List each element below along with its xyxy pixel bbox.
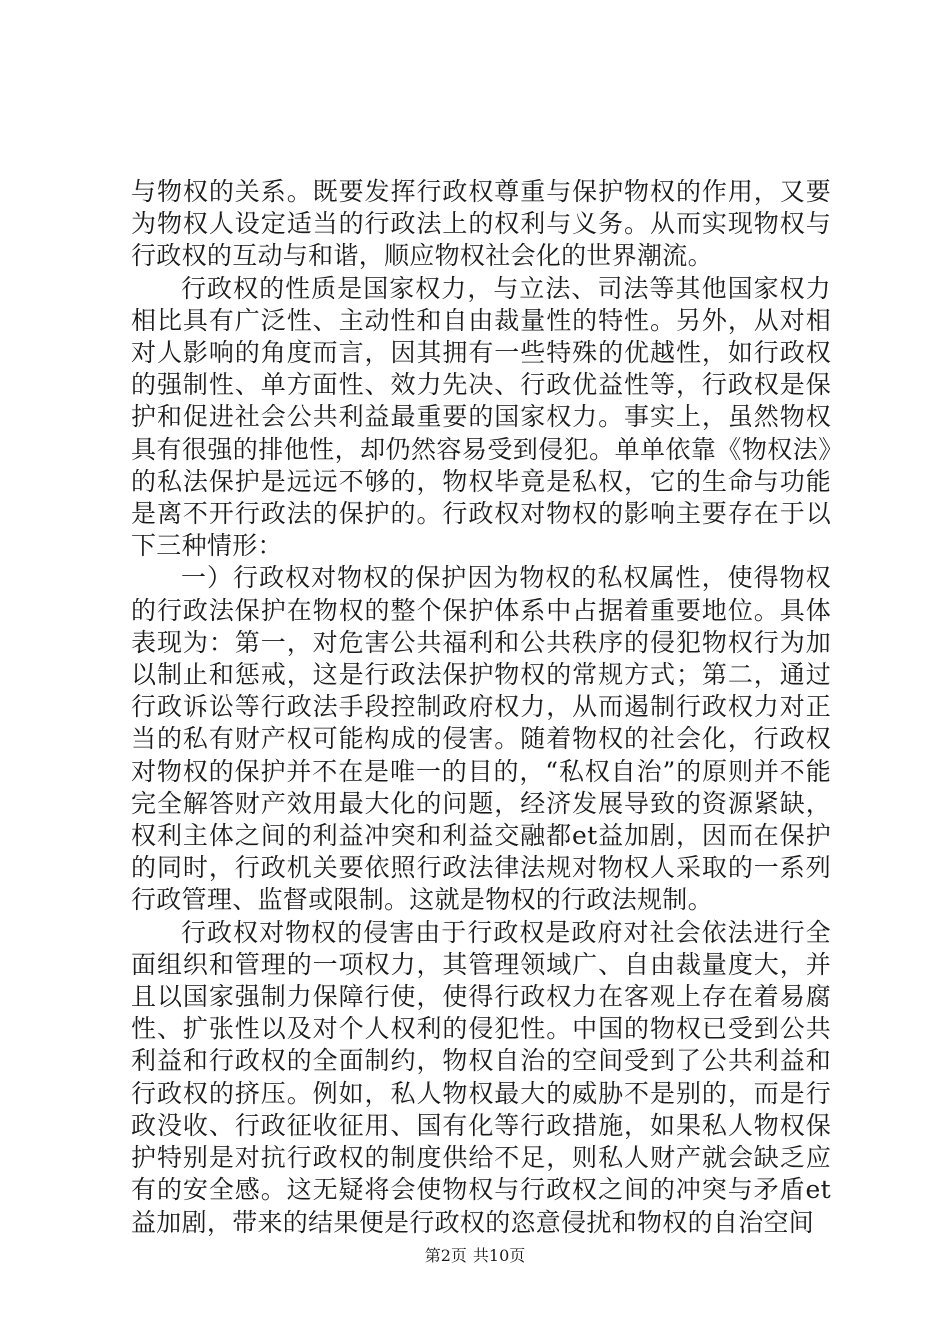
paragraph-3: 一）行政权对物权的保护因为物权的私权属性，使得物权的行政法保护在物权的整个保护体系中占据着重要地位。具体表现为：第一，对危害公共福利和公共秩序的侵犯物权行为加以制止和惩戒，这是行政法保护物权的常规方式；第二，通过行政诉讼等行政法手段控制政府权力，从而遏制行政权力对正当的私有财产权可能构成的侵害。随着物权的社会化，行政权对物权的保护并不在是唯一的目的，“私权自治”的原则并不能完全解答财产效用最大化的问题，经济发展导致的资源紧缺，权利主体之间的利益冲突和利益交融都et益加剧，因而在保护的同时，行政机关要依照行政法律法规对物权人采取的一系列行政管理、监督或限制。这就是物权的行政法规制。: [131, 563, 831, 915]
document-body: [131, 176, 831, 1239]
paragraph-2: 行政权的性质是国家权力，与立法、司法等其他国家权力相比具有广泛性、主动性和自由裁量性的特性。另外，从对相对人影响的角度而言，因其拥有一些特殊的优越性，如行政权的强制性、单方面性、效力先决、行政优益性等，行政权是保护和促进社会公共利益最重要的国家权力。事实上，虽然物权具有很强的排他性，却仍然容易受到侵犯。单单依靠《物权法》的私法保护是远远不够的，物权毕竟是私权，它的生命与功能是离不开行政法的保护的。行政权对物权的影响主要存在于以下三种情形：: [131, 273, 831, 561]
paragraph-4: 行政权对物权的侵害由于行政权是政府对社会依法进行全面组织和管理的一项权力，其管理领域广、自由裁量度大，并且以国家强制力保障行使，使得行政权力在客观上存在着易腐性、扩张性以及对个人权利的侵犯性。中国的物权已受到公共利益和行政权的全面制约，物权自治的空间受到了公共利益和行政权的挤压。例如，私人物权最大的威胁不是别的，而是行政没收、行政征收征用、国有化等行政措施，如果私人物权保护特别是对抗行政权的制度供给不足，则私人财产就会缺乏应有的安全感。这无疑将会使物权与行政权之间的冲突与矛盾et益加剧，带来的结果便是行政权的恣意侵扰和物权的自治空间: [131, 917, 831, 1237]
paragraph-1: 与物权的关系。既要发挥行政权尊重与保护物权的作用，又要为物权人设定适当的行政法上的权利与义务。从而实现物权与行政权的互动与和谐，顺应物权社会化的世界潮流。: [131, 177, 831, 271]
page-footer: [0, 1243, 950, 1266]
page-number: 第2页: [424, 1246, 467, 1265]
page-total: 共10页: [472, 1246, 526, 1265]
